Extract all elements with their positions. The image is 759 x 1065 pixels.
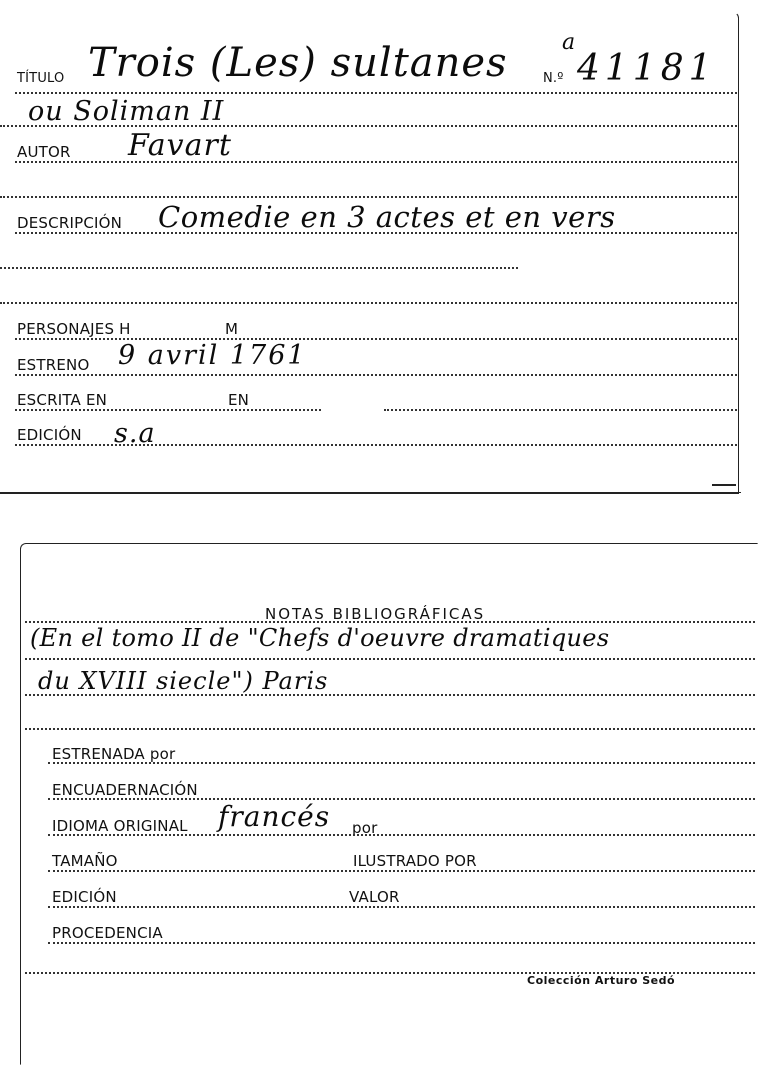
handwritten-autor: Favart (128, 128, 232, 163)
label-numero: N.º (543, 71, 564, 86)
rule-descripcion (15, 232, 737, 234)
label-descripcion: DESCRIPCIÓN (17, 214, 123, 232)
handwritten-notas-line2: du XVIII siecle") Paris (38, 667, 329, 695)
label-ilustrado-por: ILUSTRADO POR (353, 852, 477, 870)
handwritten-notas-line1: (En el tomo II de "Chefs d'oeuvre dramatiques (30, 624, 610, 652)
label-por: por (352, 819, 378, 837)
rule-notas-1 (25, 658, 755, 660)
rule-edicion (15, 444, 737, 446)
handwritten-titulo-continuation: ou Soliman II (28, 96, 225, 127)
rule-tamano (48, 870, 755, 872)
rule-procedencia (48, 942, 755, 944)
label-idioma-original: IDIOMA ORIGINAL (52, 817, 188, 835)
rule-encuadernacion (48, 798, 755, 800)
rule-escrita-en (15, 409, 321, 411)
label-tamano: TAMAÑO (52, 852, 118, 870)
label-edicion-bottom: EDICIÓN (52, 888, 117, 906)
label-personajes-h: PERSONAJES H (17, 320, 131, 338)
label-edicion-top: EDICIÓN (17, 426, 82, 444)
label-estreno: ESTRENO (17, 356, 90, 374)
card-separator (0, 492, 741, 493)
handwritten-titulo: Trois (Les) sultanes (88, 40, 508, 86)
rule-en (384, 409, 737, 411)
label-encuadernacion: ENCUADERNACIÓN (52, 781, 198, 799)
label-en: EN (228, 391, 250, 409)
label-autor: AUTOR (17, 143, 71, 161)
rule-idioma (48, 834, 755, 836)
label-procedencia: PROCEDENCIA (52, 924, 163, 942)
rule-edicion-bottom (48, 906, 755, 908)
rule-blank-2 (0, 267, 518, 269)
rule-titulo (15, 92, 737, 94)
label-escrita-en: ESCRITA EN (17, 391, 108, 409)
rule-titulo-2 (0, 125, 737, 127)
rule-blank-1 (0, 196, 737, 198)
handwritten-numero: 41181 (577, 48, 717, 89)
rule-estrenada (48, 762, 755, 764)
label-personajes-m: M (225, 320, 239, 338)
rule-notas-2 (25, 694, 755, 696)
handwritten-estreno: 9 avril 1761 (118, 340, 307, 371)
heading-notas-bibliograficas: NOTAS BIBLIOGRÁFICAS (265, 605, 486, 623)
rule-autor (15, 161, 737, 163)
handwritten-numero-superscript: a (562, 30, 577, 55)
handwritten-descripcion: Comedie en 3 actes et en vers (158, 200, 616, 234)
collection-footer: Colección Arturo Sedó (527, 974, 676, 987)
rule-blank-3 (0, 302, 737, 304)
rule-blank-4 (25, 728, 755, 730)
rule-heading (25, 621, 755, 623)
handwritten-edicion: s.a (114, 418, 156, 449)
label-valor: VALOR (349, 888, 400, 906)
label-estrenada-por: ESTRENADA por (52, 745, 176, 763)
edge-mark (712, 484, 736, 486)
handwritten-idioma: francés (218, 800, 331, 833)
rule-estreno (15, 374, 737, 376)
label-titulo: TÍTULO (17, 71, 65, 86)
